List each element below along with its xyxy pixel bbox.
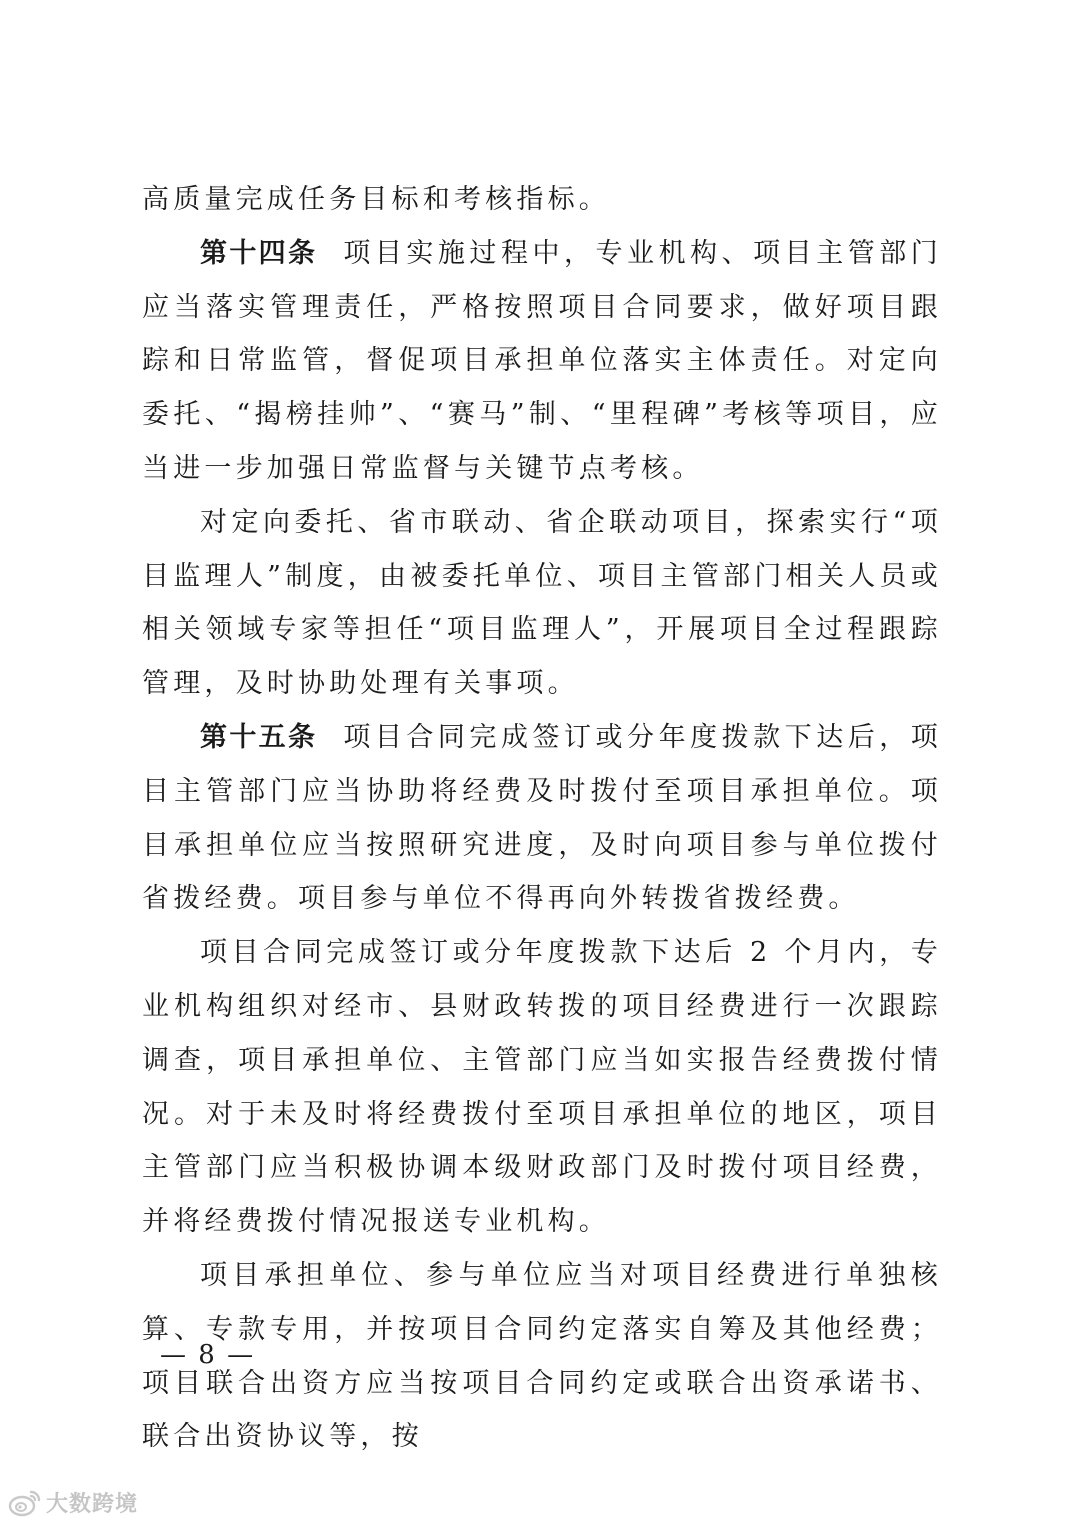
paragraph-text: 项目合同完成签订或分年度拨款下达后，项目主管部门应当协助将经费及时拨付至项目承担单位。项目承担单位应当按照研究进度，及时向项目参与单位拨付省拨经费。项目参与单位不得再向外转拨省拨经费。 [142, 721, 942, 915]
paragraph-text: 项目合同完成签订或分年度拨款下达后 2 个月内，专业机构组织对经市、县财政转拨的项目经费进行一次跟踪调查，项目承担单位、主管部门应当如实报告经费拨付情况。对于未及时将经费拨付至项目承担单位的地区，项目主管部门应当积极协调本级财政部门及时拨付项目经费，并将经费拨付情况报送专业机构。 [142, 937, 942, 1238]
paragraph-continued [142, 173, 942, 227]
paragraph-text: 高质量完成任务目标和考核指标。 [142, 184, 610, 215]
paragraph-text: 项目实施过程中，专业机构、项目主管部门应当落实管理责任，严格按照项目合同要求，做好项目跟踪和日常监管，督促项目承担单位落实主体责任。对定向委托、“揭榜挂帅”、“赛马”制、“里程碑”考核等项目，应当进一步加强日常监督与关键节点考核。 [142, 237, 942, 484]
watermark-text: 大数跨境 [46, 1491, 139, 1517]
article-14-paragraph [142, 227, 942, 496]
weibo-icon [8, 1487, 42, 1517]
page-number: — 8 — [160, 1340, 256, 1370]
funding-tracking-paragraph [142, 926, 942, 1249]
article-number: 第十五条 [200, 721, 318, 753]
accounting-paragraph [142, 1249, 942, 1464]
document-body [142, 173, 942, 1464]
supervisor-paragraph [142, 496, 942, 711]
paragraph-text: 对定向委托、省市联动、省企联动项目，探索实行“项目监理人”制度，由被委托单位、项目主管部门相关人员或相关领域专家等担任“项目监理人”，开展项目全过程跟踪管理，及时协助处理有关事项。 [142, 506, 942, 700]
article-number: 第十四条 [200, 237, 318, 269]
watermark [8, 1482, 138, 1522]
paragraph-text: 项目承担单位、参与单位应当对项目经费进行单独核算、专款专用，并按项目合同约定落实自筹及其他经费；项目联合出资方应当按项目合同约定或联合出资承诺书、联合出资协议等，按 [142, 1259, 942, 1453]
article-15-paragraph [142, 711, 942, 926]
